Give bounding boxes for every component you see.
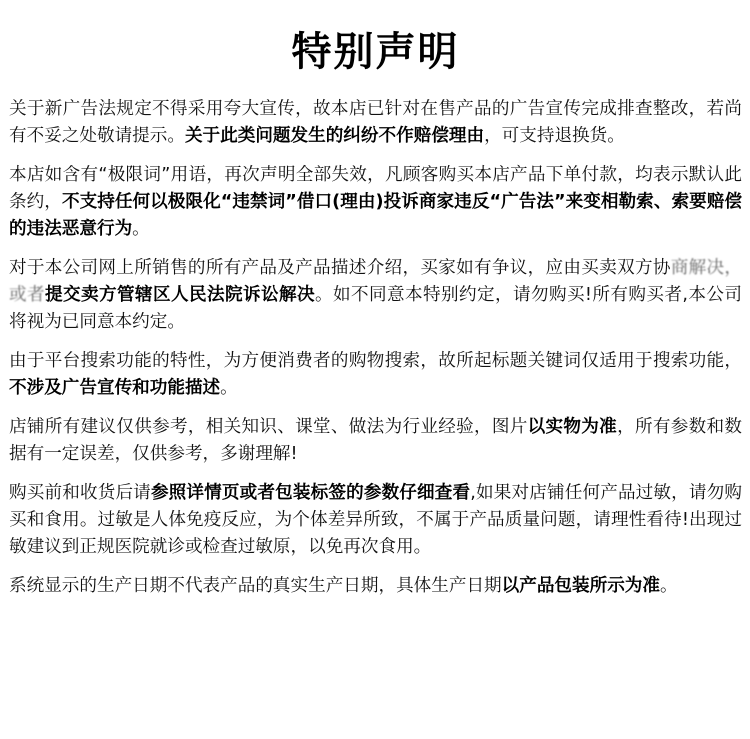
text-segment: 购买前和收货后请 <box>9 483 151 503</box>
bold-text-segment: 提交卖方管辖区人民法院诉讼解决 <box>45 285 315 305</box>
text-segment: ,如果对店铺任何产品过敏，请勿购买和食用。过敏是人体免疫反应，为个体差异所致，不属于产品质量问题，请理性看待!出现过敏建议到正规医院就诊或检查过敏原，以免再次食用。 <box>9 483 742 557</box>
bold-text-segment: 不支持任何以极限化“违禁词”借口(理由)投诉商家违反“广告法”来变相勒索、索要赔偿的违法恶意行为 <box>9 192 742 239</box>
text-segment: 系统显示的生产日期不代表产品的真实生产日期，具体生产日期 <box>9 576 502 596</box>
paragraph-reference-only <box>9 414 742 468</box>
text-segment: ，可支持退换货。 <box>484 126 625 146</box>
bold-text-segment: 以实物为准 <box>527 417 618 437</box>
text-segment: 关于新广告法规定不得采用夸大宣传，故本店已针对在售产品的广告宣传完成排查整改，若尚有不妥之处敬请提示。 <box>9 99 742 146</box>
text-segment: 。 <box>132 219 150 239</box>
bold-text-segment: 以产品包装所示为准 <box>501 576 660 596</box>
paragraph-allergy <box>9 480 742 561</box>
text-segment: 。如不同意本特别约定，请勿购买!所有购买者,本公司将视为已同意本约定。 <box>9 285 742 332</box>
paragraph-ad-law <box>9 96 742 150</box>
text-segment: 本店如含有“极限词”用语，再次声明全部失效，凡顾客购买本店产品下单付款，均表示默认此条约， <box>9 165 742 212</box>
text-segment: 对于本公司网上所销售的所有产品及产品描述介绍，买家如有争议，应由买卖双方协 <box>9 258 671 278</box>
bold-text-segment: 关于此类问题发生的纠纷不作赔偿理由 <box>184 126 485 146</box>
bold-text-segment: 参照详情页或者包装标签的参数仔细查看 <box>150 483 471 503</box>
blurred-text-segment: 商解决，或者 <box>9 258 742 305</box>
paragraph-extreme-words <box>9 162 742 243</box>
bold-text-segment: 不涉及广告宣传和功能描述 <box>9 378 221 398</box>
page-title: 特别声明 <box>291 29 460 75</box>
text-segment: ，所有参数和数据有一定误差，仅供参考，多谢理解! <box>9 417 742 464</box>
text-segment: 。 <box>660 576 678 596</box>
paragraph-production-date <box>9 573 742 600</box>
paragraph-search-keywords <box>9 348 742 402</box>
text-segment: 由于平台搜索功能的特性，为方便消费者的购物搜索，故所起标题关键词仅适用于搜索功能， <box>9 351 742 371</box>
text-segment: 店铺所有建议仅供参考，相关知识、课堂、做法为行业经验，图片 <box>9 417 528 437</box>
paragraph-disputes <box>9 255 742 336</box>
text-segment: 。 <box>220 378 238 398</box>
